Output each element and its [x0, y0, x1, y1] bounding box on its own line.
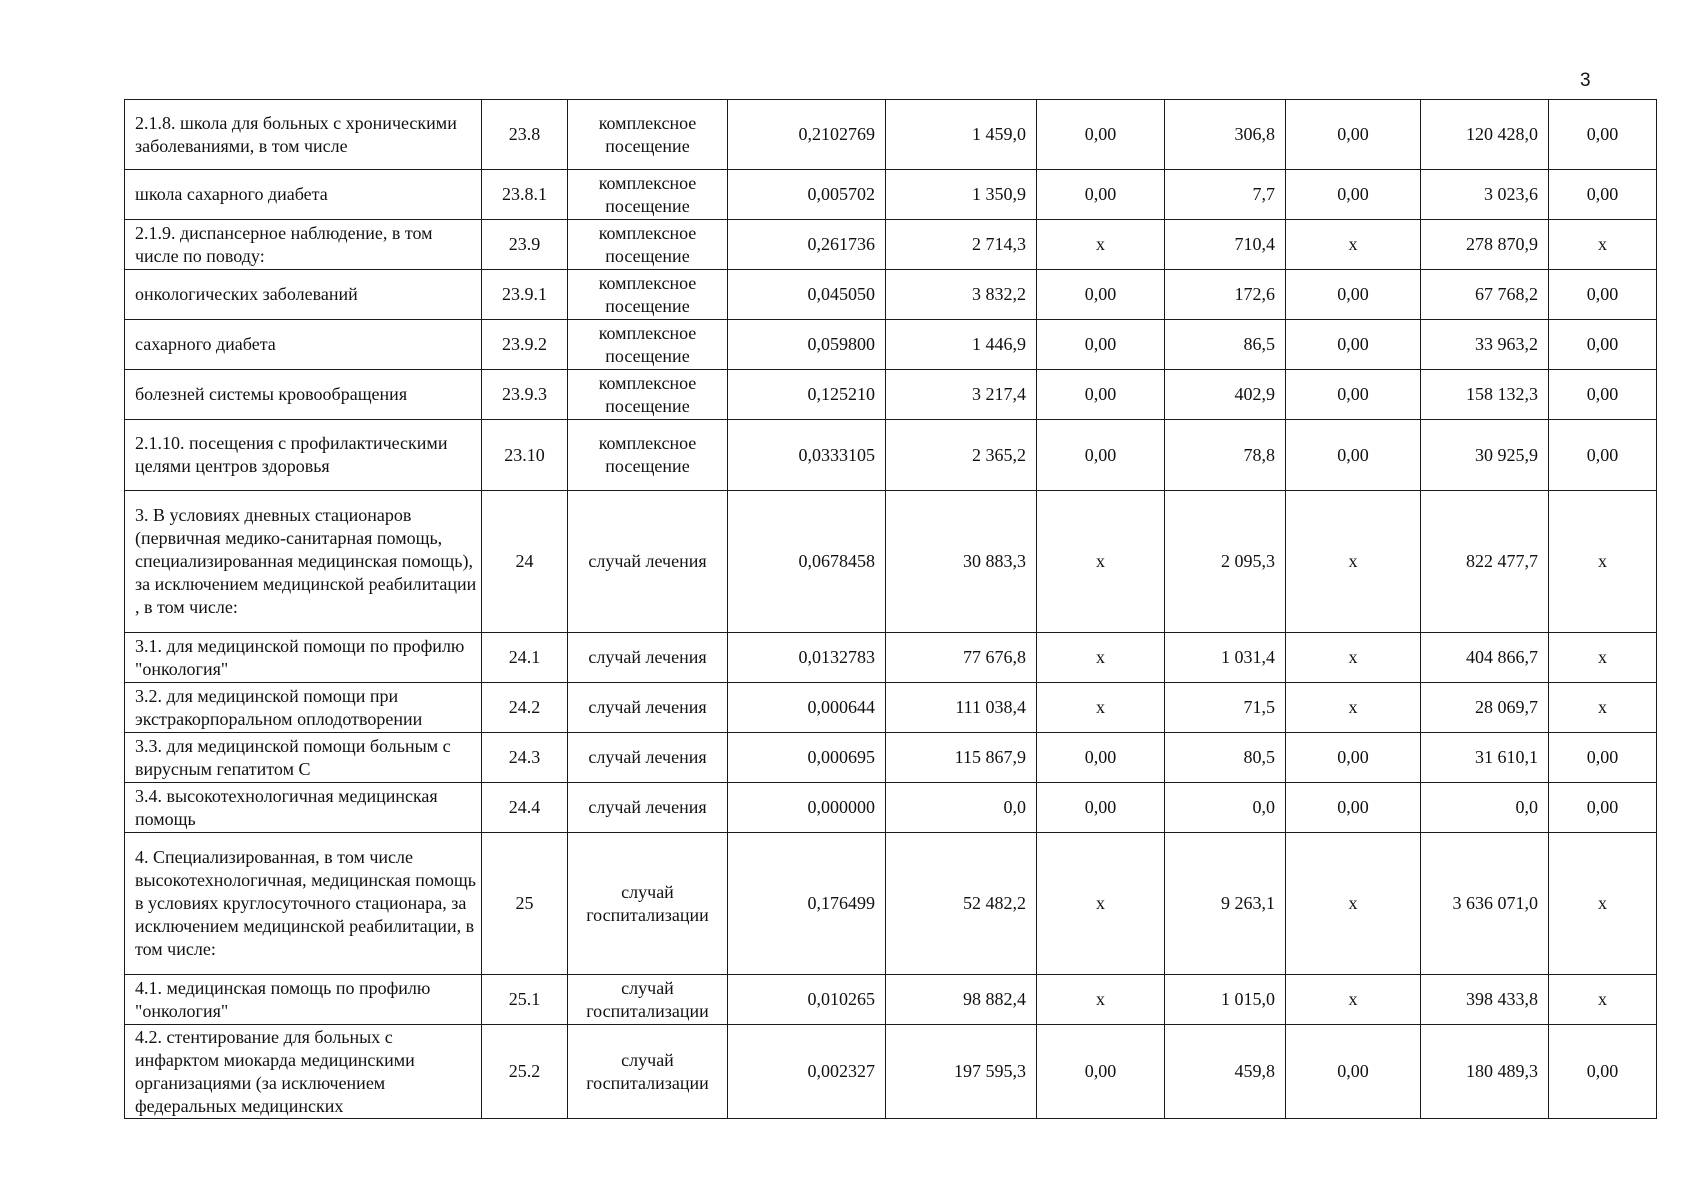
- row-value-5: 0,00: [1286, 783, 1421, 833]
- table-row: [125, 370, 1657, 420]
- row-value-2: 197 595,3: [886, 1025, 1037, 1119]
- row-unit: комплексное посещение: [568, 370, 728, 420]
- row-value-3: 0,00: [1037, 733, 1165, 783]
- row-value-4: 402,9: [1165, 370, 1286, 420]
- row-value-1: 0,005702: [728, 170, 886, 220]
- table-row: [125, 683, 1657, 733]
- row-value-4: 80,5: [1165, 733, 1286, 783]
- row-value-4: 71,5: [1165, 683, 1286, 733]
- row-unit: комплексное посещение: [568, 170, 728, 220]
- table-row: [125, 975, 1657, 1025]
- row-value-4: 172,6: [1165, 270, 1286, 320]
- row-code: 25.2: [482, 1025, 568, 1119]
- row-value-6: 0,0: [1421, 783, 1549, 833]
- table-row: [125, 1025, 1657, 1119]
- row-code: 24.4: [482, 783, 568, 833]
- row-unit: случай лечения: [568, 783, 728, 833]
- row-value-4: 459,8: [1165, 1025, 1286, 1119]
- row-code: 23.8.1: [482, 170, 568, 220]
- row-name: 4.2. стентирование для больных с инфарктом миокарда медицинскими организациями (за исключением федеральных медицинских: [125, 1025, 482, 1119]
- row-value-6: 158 132,3: [1421, 370, 1549, 420]
- row-value-5: 0,00: [1286, 270, 1421, 320]
- row-value-5: х: [1286, 220, 1421, 270]
- row-unit: случай лечения: [568, 491, 728, 633]
- row-value-3: 0,00: [1037, 370, 1165, 420]
- row-value-6: 278 870,9: [1421, 220, 1549, 270]
- row-value-3: 0,00: [1037, 320, 1165, 370]
- row-value-6: 31 610,1: [1421, 733, 1549, 783]
- row-value-5: 0,00: [1286, 370, 1421, 420]
- row-name: 3. В условиях дневных стационаров (первичная медико-санитарная помощь, специализированная медицинская помощь), за исключением медицинской реабилитации , в том числе:: [125, 491, 482, 633]
- row-value-6: 67 768,2: [1421, 270, 1549, 320]
- row-value-6: 33 963,2: [1421, 320, 1549, 370]
- row-value-4: 2 095,3: [1165, 491, 1286, 633]
- row-code: 23.9: [482, 220, 568, 270]
- row-name: онкологических заболеваний: [125, 270, 482, 320]
- row-value-7: 0,00: [1549, 170, 1657, 220]
- row-value-3: 0,00: [1037, 170, 1165, 220]
- row-unit: случай лечения: [568, 683, 728, 733]
- row-value-1: 0,010265: [728, 975, 886, 1025]
- row-value-3: 0,00: [1037, 100, 1165, 170]
- row-value-2: 1 446,9: [886, 320, 1037, 370]
- row-value-1: 0,000000: [728, 783, 886, 833]
- row-value-6: 28 069,7: [1421, 683, 1549, 733]
- row-unit: случай госпитализации: [568, 1025, 728, 1119]
- row-value-2: 0,0: [886, 783, 1037, 833]
- row-value-1: 0,0333105: [728, 420, 886, 491]
- row-unit: случай лечения: [568, 633, 728, 683]
- row-name: 2.1.9. диспансерное наблюдение, в том числе по поводу:: [125, 220, 482, 270]
- row-value-4: 1 031,4: [1165, 633, 1286, 683]
- row-code: 24.3: [482, 733, 568, 783]
- row-value-3: 0,00: [1037, 420, 1165, 491]
- row-value-2: 1 350,9: [886, 170, 1037, 220]
- row-name: школа сахарного диабета: [125, 170, 482, 220]
- row-value-2: 3 832,2: [886, 270, 1037, 320]
- row-code: 23.9.1: [482, 270, 568, 320]
- row-value-3: х: [1037, 833, 1165, 975]
- row-value-3: х: [1037, 220, 1165, 270]
- row-value-5: х: [1286, 633, 1421, 683]
- row-value-7: 0,00: [1549, 1025, 1657, 1119]
- row-value-3: х: [1037, 491, 1165, 633]
- row-value-7: х: [1549, 683, 1657, 733]
- row-value-6: 120 428,0: [1421, 100, 1549, 170]
- row-value-7: 0,00: [1549, 733, 1657, 783]
- row-value-2: 2 365,2: [886, 420, 1037, 491]
- row-value-1: 0,0678458: [728, 491, 886, 633]
- page-number: 3: [1580, 70, 1591, 91]
- row-value-2: 30 883,3: [886, 491, 1037, 633]
- row-value-5: х: [1286, 491, 1421, 633]
- row-value-2: 98 882,4: [886, 975, 1037, 1025]
- row-value-3: 0,00: [1037, 270, 1165, 320]
- table-row: [125, 170, 1657, 220]
- table-row: [125, 220, 1657, 270]
- row-unit: комплексное посещение: [568, 100, 728, 170]
- row-value-7: 0,00: [1549, 370, 1657, 420]
- row-value-7: 0,00: [1549, 270, 1657, 320]
- row-value-2: 52 482,2: [886, 833, 1037, 975]
- row-value-2: 77 676,8: [886, 633, 1037, 683]
- row-code: 23.8: [482, 100, 568, 170]
- table-row: [125, 320, 1657, 370]
- row-value-5: 0,00: [1286, 170, 1421, 220]
- row-value-5: 0,00: [1286, 420, 1421, 491]
- row-value-4: 7,7: [1165, 170, 1286, 220]
- table-row: [125, 833, 1657, 975]
- row-value-3: х: [1037, 975, 1165, 1025]
- table-row: [125, 420, 1657, 491]
- row-value-4: 78,8: [1165, 420, 1286, 491]
- row-name: 4. Специализированная, в том числе высокотехнологичная, медицинская помощь в условиях круглосуточного стационара, за исключением медицинской реабилитации, в том числе:: [125, 833, 482, 975]
- row-value-2: 3 217,4: [886, 370, 1037, 420]
- row-value-3: 0,00: [1037, 1025, 1165, 1119]
- row-unit: случай лечения: [568, 733, 728, 783]
- row-value-6: 404 866,7: [1421, 633, 1549, 683]
- row-value-2: 1 459,0: [886, 100, 1037, 170]
- row-value-1: 0,000644: [728, 683, 886, 733]
- table-row: [125, 491, 1657, 633]
- row-code: 24: [482, 491, 568, 633]
- row-unit: случай госпитализации: [568, 975, 728, 1025]
- row-name: 3.2. для медицинской помощи при экстракорпоральном оплодотворении: [125, 683, 482, 733]
- row-value-2: 111 038,4: [886, 683, 1037, 733]
- row-unit: случай госпитализации: [568, 833, 728, 975]
- row-name: 2.1.8. школа для больных с хроническими заболеваниями, в том числе: [125, 100, 482, 170]
- row-value-7: 0,00: [1549, 420, 1657, 491]
- table-row: [125, 270, 1657, 320]
- row-code: 24.1: [482, 633, 568, 683]
- row-unit: комплексное посещение: [568, 220, 728, 270]
- row-value-6: 398 433,8: [1421, 975, 1549, 1025]
- row-value-4: 1 015,0: [1165, 975, 1286, 1025]
- row-value-4: 710,4: [1165, 220, 1286, 270]
- row-value-6: 3 023,6: [1421, 170, 1549, 220]
- row-value-7: х: [1549, 491, 1657, 633]
- row-value-5: 0,00: [1286, 733, 1421, 783]
- table-row: [125, 633, 1657, 683]
- row-value-7: х: [1549, 833, 1657, 975]
- row-code: 25.1: [482, 975, 568, 1025]
- row-value-6: 822 477,7: [1421, 491, 1549, 633]
- row-value-5: 0,00: [1286, 320, 1421, 370]
- row-value-1: 0,000695: [728, 733, 886, 783]
- row-code: 25: [482, 833, 568, 975]
- row-unit: комплексное посещение: [568, 270, 728, 320]
- row-unit: комплексное посещение: [568, 320, 728, 370]
- row-value-7: 0,00: [1549, 100, 1657, 170]
- row-value-7: х: [1549, 633, 1657, 683]
- row-name: болезней системы кровообращения: [125, 370, 482, 420]
- row-value-4: 86,5: [1165, 320, 1286, 370]
- data-table: [124, 99, 1657, 1119]
- row-value-5: 0,00: [1286, 100, 1421, 170]
- row-value-1: 0,261736: [728, 220, 886, 270]
- row-name: 3.1. для медицинской помощи по профилю "онкология": [125, 633, 482, 683]
- row-value-5: 0,00: [1286, 1025, 1421, 1119]
- row-value-1: 0,2102769: [728, 100, 886, 170]
- table-row: [125, 783, 1657, 833]
- row-value-5: х: [1286, 833, 1421, 975]
- row-value-7: 0,00: [1549, 320, 1657, 370]
- row-name: 4.1. медицинская помощь по профилю "онкология": [125, 975, 482, 1025]
- row-name: сахарного диабета: [125, 320, 482, 370]
- row-value-4: 0,0: [1165, 783, 1286, 833]
- row-value-4: 9 263,1: [1165, 833, 1286, 975]
- row-value-5: х: [1286, 683, 1421, 733]
- row-value-1: 0,002327: [728, 1025, 886, 1119]
- row-value-5: х: [1286, 975, 1421, 1025]
- table-row: [125, 733, 1657, 783]
- row-code: 23.9.2: [482, 320, 568, 370]
- row-value-6: 3 636 071,0: [1421, 833, 1549, 975]
- row-value-3: х: [1037, 633, 1165, 683]
- row-value-1: 0,125210: [728, 370, 886, 420]
- row-value-2: 115 867,9: [886, 733, 1037, 783]
- row-code: 23.9.3: [482, 370, 568, 420]
- row-value-7: 0,00: [1549, 783, 1657, 833]
- row-value-2: 2 714,3: [886, 220, 1037, 270]
- row-code: 23.10: [482, 420, 568, 491]
- row-code: 24.2: [482, 683, 568, 733]
- row-value-7: х: [1549, 220, 1657, 270]
- row-value-7: х: [1549, 975, 1657, 1025]
- row-value-6: 30 925,9: [1421, 420, 1549, 491]
- row-unit: комплексное посещение: [568, 420, 728, 491]
- row-value-4: 306,8: [1165, 100, 1286, 170]
- row-name: 3.3. для медицинской помощи больным с вирусным гепатитом С: [125, 733, 482, 783]
- row-name: 2.1.10. посещения с профилактическими целями центров здоровья: [125, 420, 482, 491]
- row-value-1: 0,176499: [728, 833, 886, 975]
- row-value-1: 0,059800: [728, 320, 886, 370]
- row-value-3: х: [1037, 683, 1165, 733]
- row-name: 3.4. высокотехнологичная медицинская помощь: [125, 783, 482, 833]
- row-value-6: 180 489,3: [1421, 1025, 1549, 1119]
- row-value-1: 0,0132783: [728, 633, 886, 683]
- table-row: [125, 100, 1657, 170]
- row-value-1: 0,045050: [728, 270, 886, 320]
- row-value-3: 0,00: [1037, 783, 1165, 833]
